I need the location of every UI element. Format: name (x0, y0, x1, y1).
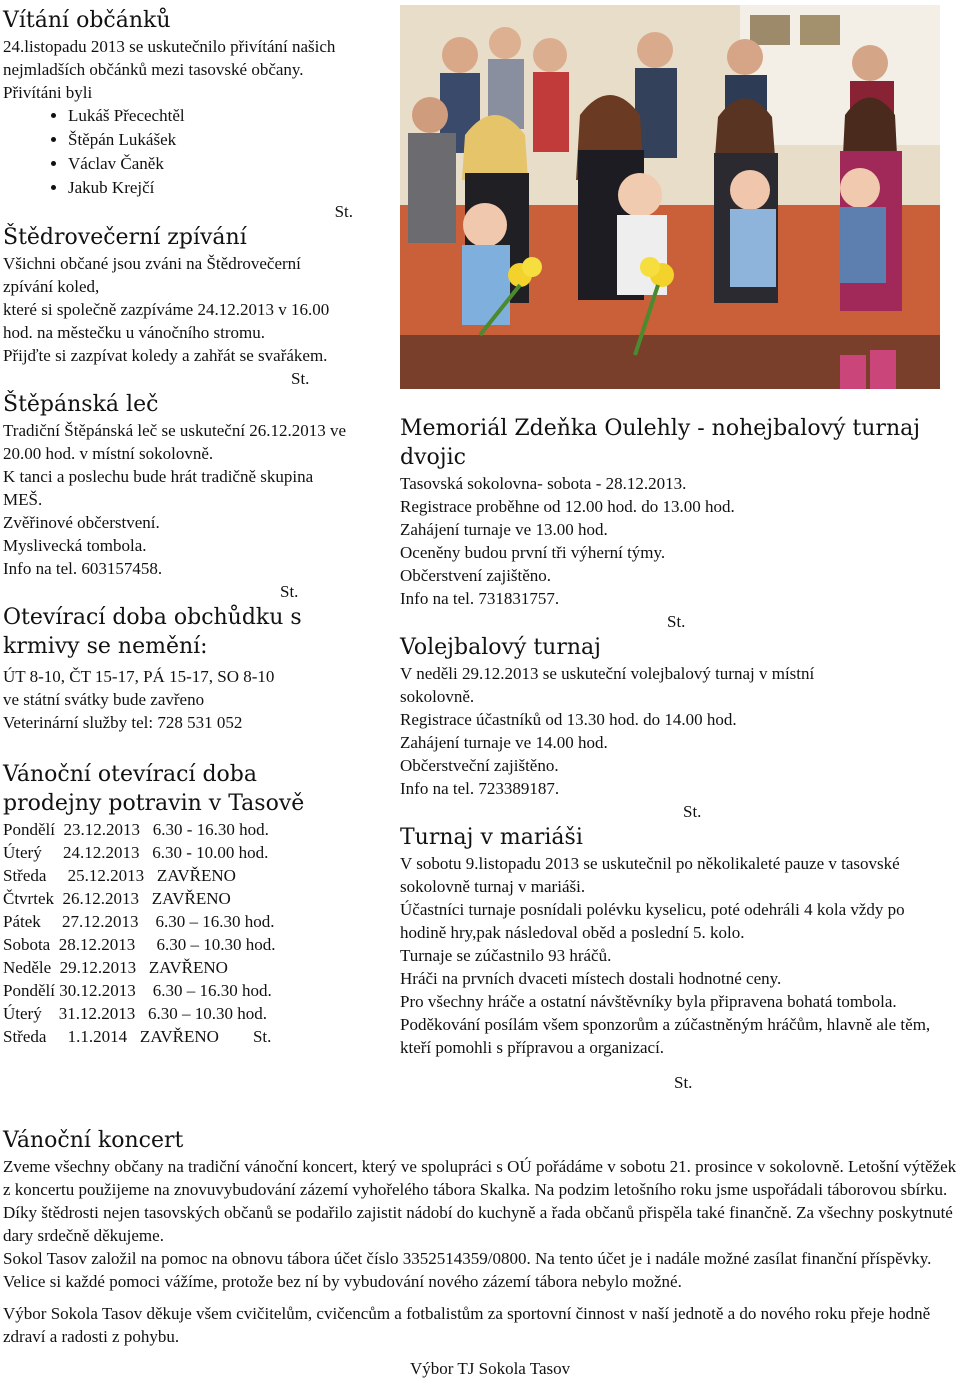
mariase-line: V sobotu 9.listopadu 2013 se uskutečnil po několikaleté pauze v tasovské sokolovně turnaj v mariáši. (400, 854, 900, 896)
krmivo-line: Veterinární služby tel: 728 531 052 (3, 713, 243, 732)
right-column (400, 414, 955, 1094)
section-title-volejbal: Volejbalový turnaj (400, 635, 601, 660)
section-title-memorial: Memoriál Zdeňka Oulehly - nohejbalový turnaj dvojic (400, 416, 921, 470)
memorial-line: Občerstvení zajištěno. (400, 566, 552, 585)
mariase-line: Hráči na prvních dvaceti místech dostali hodnotné ceny. (400, 969, 782, 988)
mariase-line: Poděkování posílám všem sponzorům a zúčastněným hráčům, hlavně ale těm, kteří pomohli s přípravou a organizací. (400, 1015, 931, 1057)
section-title-stedro: Štědrovečerní zpívání (3, 225, 247, 250)
mariase-line: Turnaje se zúčastnilo 93 hráčů. (400, 946, 612, 965)
signature: St. (683, 802, 702, 821)
section-title-krmivo: Otevírací doba obchůdku s krmivy se nemění: (3, 605, 302, 659)
concert-section (3, 1126, 958, 1380)
schedule-row: Pondělí 23.12.2013 6.30 - 16.30 hod. (3, 820, 269, 839)
schedule-row: Sobota 28.12.2013 6.30 – 10.30 hod. (3, 935, 276, 954)
names-list (3, 104, 353, 200)
memorial-line: Registrace proběhne od 12.00 hod. do 13.00 hod. (400, 497, 735, 516)
memorial-line: Info na tel. 731831757. (400, 589, 560, 608)
lec-line: Info na tel. 603157458. (3, 559, 163, 578)
section-title-vitani: Vítání občánků (3, 8, 171, 33)
section-title-lec: Štěpánská leč (3, 392, 159, 417)
schedule-row: Úterý 24.12.2013 6.30 - 10.00 hod. (3, 843, 269, 862)
section-title-potraviny: Vánoční otevírací doba prodejny potravin v Tasově (3, 762, 305, 816)
volejbal-line: Registrace účastníků od 13.30 hod. do 14.00 hod. (400, 710, 737, 729)
volejbal-line: Občerstveční zajištěno. (400, 756, 559, 775)
mariase-line: Pro všechny hráče a ostatní návštěvníky byla připravena bohatá tombola. (400, 992, 897, 1011)
photo-illustration (400, 5, 940, 389)
volejbal-line: Zahájení turnaje ve 14.00 hod. (400, 733, 608, 752)
vitani-welcomed: Přivítáni byli (3, 83, 93, 102)
family-photo (400, 5, 940, 389)
koncert-signature: Výbor TJ Sokola Tasov (410, 1359, 571, 1378)
signature: St. (674, 1073, 693, 1092)
lec-line: Myslivecká tombola. (3, 536, 147, 555)
list-item: • Lukáš Přecechtěl (68, 104, 353, 128)
volejbal-line: V neděli 29.12.2013 se uskuteční volejbalový turnaj v místní sokolovně. (400, 664, 815, 706)
section-title-mariase: Turnaj v mariáši (400, 825, 583, 850)
lec-line: K tanci a poslechu bude hrát tradičně skupina MEŠ. (3, 467, 314, 509)
list-item: • Štěpán Lukášek (68, 128, 353, 152)
left-column (3, 6, 353, 1048)
list-item: • Jakub Krejčí (68, 176, 353, 200)
koncert-paragraph: Velice si každé pomoci vážíme, protože bez ní by vybudování nového zázemí tábora nebylo možné. (3, 1272, 682, 1291)
memorial-line: Zahájení turnaje ve 13.00 hod. (400, 520, 608, 539)
memorial-line: Oceněny budou první tři výherní týmy. (400, 543, 666, 562)
schedule-row: Úterý 31.12.2013 6.30 – 10.30 hod. (3, 1004, 267, 1023)
koncert-paragraph: Sokol Tasov založil na pomoc na obnovu tábora účet číslo 3352514359/0800. Na tento účet je i nadále možné zasílat finanční příspěvky. (3, 1249, 932, 1268)
krmivo-line: ÚT 8-10, ČT 15-17, PÁ 15-17, SO 8-10 (3, 667, 275, 686)
volejbal-line: Info na tel. 723389187. (400, 779, 560, 798)
stedro-line: Všichni občané jsou zváni na Štědrovečerní zpívání koled, (3, 254, 301, 296)
mariase-line: Účastníci turnaje posnídali polévku kyselicu, poté odehráli 4 kola vždy po hodině hry,pak následoval oběd a poslední 5. kolo. (400, 900, 905, 942)
stedro-line: které si společně zazpíváme 24.12.2013 v 16.00 hod. na městečku u vánočního stromu. (3, 300, 330, 342)
list-item: • Václav Čaněk (68, 152, 353, 176)
schedule-row: Pondělí 30.12.2013 6.30 – 16.30 hod. (3, 981, 272, 1000)
lec-line: Tradiční Štěpánská leč se uskuteční 26.12.2013 ve 20.00 hod. v místní sokolovně. (3, 421, 347, 463)
signature: St. (280, 582, 299, 601)
schedule-row: Pátek 27.12.2013 6.30 – 16.30 hod. (3, 912, 275, 931)
lec-line: Zvěřinové občerstvení. (3, 513, 160, 532)
koncert-paragraph: Výbor Sokola Tasov děkuje všem cvičitelům, cvičencům a fotbalistům za sportovní činnost v naší jednotě a do nového roku přeje hodně zdraví a radosti z pohybu. (3, 1304, 931, 1346)
section-title-koncert: Vánoční koncert (3, 1128, 184, 1153)
memorial-line: Tasovská sokolovna- sobota - 28.12.2013. (400, 474, 687, 493)
krmivo-line: ve státní svátky bude zavřeno (3, 690, 205, 709)
vitani-intro: 24.listopadu 2013 se uskutečnilo přivítání našich nejmladších občánků mezi tasovské občany. (3, 37, 336, 79)
schedule-row: Čtvrtek 26.12.2013 ZAVŘENO (3, 889, 231, 908)
signature: St. (334, 202, 353, 221)
signature: St. (667, 612, 686, 631)
schedule-row: Středa 1.1.2014 ZAVŘENO St. (3, 1027, 272, 1046)
koncert-paragraph: Zveme všechny občany na tradiční vánoční koncert, který ve spolupráci s OÚ pořádáme v sobotu 21. prosince v sokolovně. Letošní výtěžek z koncertu použijeme na znovuvybudování zázemí vyhořelého tábora Skalka. Na podzim letošního roku jsme uspořádali táborovou sbírku. Díky štědrosti nejen tasovských občanů se podařilo zajistit nádobí do kuchyně a řada občanů přispěla také finančně. Za všechny poskytnuté dary srdečně děkujeme. (3, 1157, 957, 1245)
signature: St. (291, 369, 310, 388)
schedule-row: Středa 25.12.2013 ZAVŘENO (3, 866, 236, 885)
schedule-row: Neděle 29.12.2013 ZAVŘENO (3, 958, 228, 977)
stedro-line: Přijďte si zazpívat koledy a zahřát se svařákem. (3, 346, 328, 365)
